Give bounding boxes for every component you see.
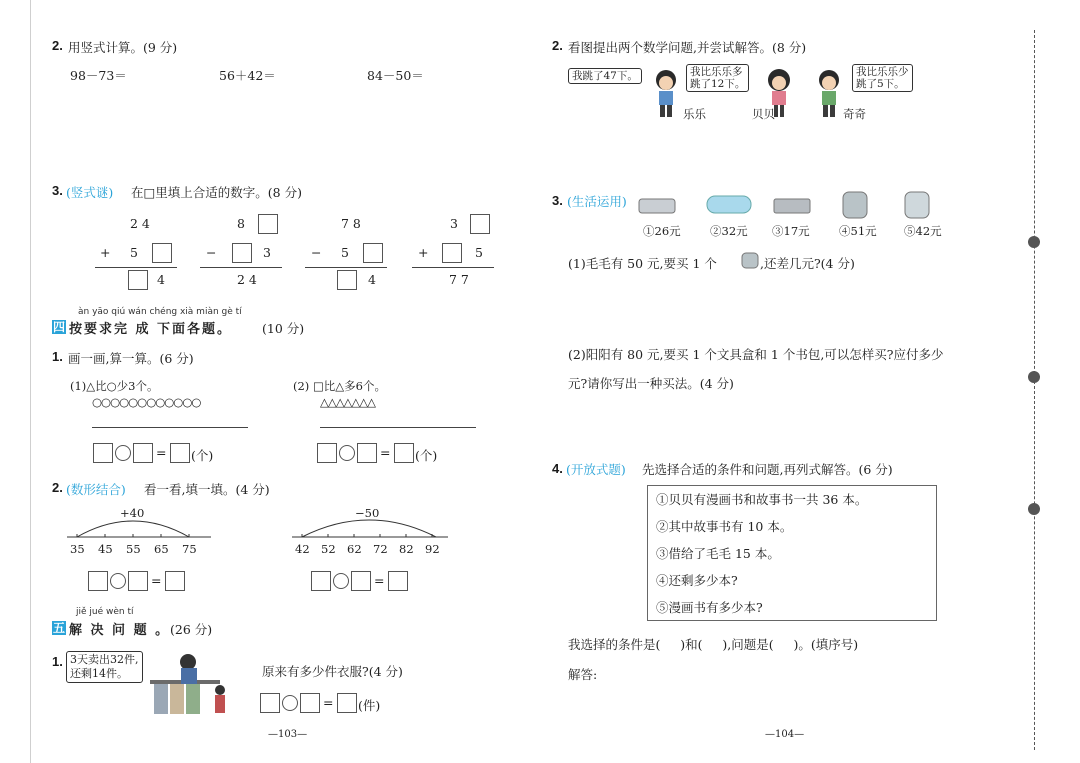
leg [823,105,828,117]
vendor-illustration [148,650,233,722]
blank-box[interactable] [394,443,414,463]
binding-dot [1028,236,1040,248]
operator-circle[interactable] [282,695,298,711]
puzzle-3-mid: 5 [341,245,349,260]
blank-box[interactable] [470,214,490,234]
section-5-pinyin: jiě jué wèn tí [76,607,134,617]
operator-circle[interactable] [339,445,355,461]
blank-box[interactable] [317,443,337,463]
q5-1-number: 1. [52,654,63,669]
section-4-pinyin: àn yāo qiú wán chéng xià miàn gè tí [78,307,242,317]
tick-label: 45 [98,542,113,556]
option-2: ②其中故事书有 10 本。 [656,519,793,534]
section-4-score: (10 分) [262,321,305,336]
blank-box[interactable] [388,571,408,591]
section-5-title: 解 决 问 题 。 [69,623,171,638]
r-q2-title: 看图提出两个数学问题,并尝试解答。(8 分) [568,40,807,55]
equals-sign: = [323,695,334,710]
child-head [215,685,225,695]
page-edge-line [30,0,31,763]
puzzle-2-mid: 3 [263,245,271,260]
binding-dashed-line [1034,30,1035,750]
option-4: ④还剩多少本? [656,573,738,588]
blank-box[interactable] [311,571,331,591]
unit-label: (件) [358,698,381,713]
face [772,76,786,90]
r-q2-number: 2. [552,38,563,53]
sub-question-1: (1)毛毛有 50 元,要买 1 个 [568,256,717,271]
equals-sign: = [156,445,167,460]
blank-box[interactable] [128,571,148,591]
puzzle-1-top: 2 4 [130,216,150,231]
backpack-body [843,192,867,218]
operator-circle[interactable] [115,445,131,461]
puzzle-4-mid: 5 [475,245,483,260]
section-4-icon: 四 [52,320,65,334]
q2-number: 2. [52,38,63,53]
vendor-body [181,668,197,684]
r-q4-number: 4. [552,461,563,476]
blank-box[interactable] [88,571,108,591]
backpack-icon [840,188,870,220]
circles-row: ○○○○○○○○○○○○ [92,395,201,409]
triangles-row: △△△△△△△ [320,395,375,409]
equals-sign: = [374,573,385,588]
puzzle-2-op: − [206,245,217,260]
sub-question-2-line-1: (2)阳阳有 80 元,要买 1 个文具盒和 1 个书包,可以怎样买?应付多少 [568,347,944,362]
hanging-shirt [186,684,200,714]
page-number: —103— [268,729,308,740]
pencil-case-icon [637,195,677,217]
choice-statement[interactable]: 我选择的条件是( )和( ),问题是( )。(填序号) [568,637,859,652]
divider-line [95,267,177,268]
blank-box[interactable] [165,571,185,591]
blank-box[interactable] [337,270,357,290]
blank-box[interactable] [258,214,278,234]
name-lele: 乐乐 [683,107,706,121]
bubble-line-2: 还剩14件。 [70,667,128,680]
dress [772,91,786,105]
q4-1-a-label: (1)△比○少3个。 [70,379,159,393]
equals-sign: = [151,573,162,588]
speech-bubble [66,651,143,683]
child-lele-illustration [650,68,684,120]
leg [780,105,784,117]
r-q3-tag: (生活运用) [567,194,627,209]
shirt [659,91,673,105]
q4-2-title: 看一看,填一填。(4 分) [144,482,270,497]
shirt [822,91,836,105]
divider-line [200,267,282,268]
q5-1-question: 原来有多少件衣服?(4 分) [262,664,403,679]
answer-label: 解答: [568,667,598,682]
jump-label-b: −50 [355,506,380,520]
price-label: ③17元 [772,224,810,238]
backpack-body [905,192,929,218]
section-5-icon: 五 [52,621,65,635]
blank-box[interactable] [357,443,377,463]
puzzle-3-result: 4 [368,272,376,287]
blank-box[interactable] [260,693,280,713]
blank-box[interactable] [93,443,113,463]
speech-bubble-qiqi [852,64,913,92]
tick-label: 55 [126,542,141,556]
tick-label: 65 [154,542,169,556]
blank-box[interactable] [170,443,190,463]
divider-line [412,267,494,268]
speech-bubble-beibei [686,64,749,92]
name-beibei: 贝贝 [752,107,775,121]
puzzle-4-top: 3 [450,216,458,231]
stationery-box-icon [772,195,812,217]
tick-label: 52 [321,542,336,556]
bubble-line-2: 跳了12下。 [690,78,746,90]
blank-box[interactable] [442,243,462,263]
puzzle-4-result: 7 7 [449,272,469,287]
backpack-icon [902,188,932,220]
leg [667,105,672,117]
bubble-line-1: 3天卖出32件, [70,653,139,666]
unit-label: (个) [191,448,214,463]
blank-box[interactable] [337,693,357,713]
tick-label: 75 [182,542,197,556]
blank-box[interactable] [351,571,371,591]
price-label: ②32元 [710,224,748,238]
tick-label: 82 [399,542,414,556]
pencil-box-icon [705,193,753,217]
face [659,76,673,90]
child-body [215,695,225,713]
puzzle-1-mid: 5 [130,245,138,260]
hanging-shirt [170,684,184,714]
price-label: ①26元 [643,224,681,238]
q4-2-number: 2. [52,480,63,495]
blank-box[interactable] [300,693,320,713]
price-label: ④51元 [839,224,877,238]
face [822,76,836,90]
vendor-head [180,654,196,670]
q3-title: 在□里填上合适的数字。(8 分) [131,185,302,200]
puzzle-1-op: + [100,245,111,260]
bubble-line-1: 我比乐乐少 [856,66,909,78]
tick-label: 72 [373,542,388,556]
section-4-title: 按要求完 成 下面各题。 [69,322,233,337]
speech-bubble-lele: 我跳了47下。 [568,68,642,84]
r-q3-number: 3. [552,193,563,208]
q4-1-title: 画一画,算一算。(6 分) [68,351,194,366]
drawing-line[interactable] [92,427,248,428]
hanging-shirt [154,684,168,714]
backpack-icon [740,250,760,270]
operator-circle[interactable] [110,573,126,589]
unit-label: (个) [415,448,438,463]
option-3: ③借给了毛毛 15 本。 [656,546,780,561]
leg [660,105,665,117]
child-qiqi-illustration [813,68,847,120]
page-number: —104— [765,729,805,740]
section-5-score: (26 分) [170,622,213,637]
q2-expr-3: 84－50＝ [367,68,424,83]
option-1: ①贝贝有漫画书和故事书一共 36 本。 [656,492,868,507]
options-box [647,485,937,621]
q4-1-number: 1. [52,349,63,364]
blank-box[interactable] [232,243,252,263]
drawing-line[interactable] [320,427,476,428]
binding-dot [1028,503,1040,515]
puzzle-3-top: 7 8 [341,216,361,231]
sub-question-1-tail: ,还差几元?(4 分) [760,256,855,271]
equals-sign: = [380,445,391,460]
q3-number: 3. [52,183,63,198]
option-5: ⑤漫画书有多少本? [656,600,763,615]
puzzle-2-top: 8 [237,216,245,231]
q4-2-tag: (数形结合) [66,482,126,497]
r-q4-title: 先选择合适的条件和问题,再列式解答。(6 分) [642,462,893,477]
q2-title: 用竖式计算。(9 分) [68,40,178,55]
bubble-line-2: 跳了5下。 [856,78,905,90]
stationery-box-body [774,199,810,213]
q2-expr-1: 98－73＝ [70,68,127,83]
q4-1-b-label: (2) □比△多6个。 [293,379,386,393]
pencil-case-body [639,199,675,213]
r-q4-tag: (开放式题) [566,462,626,477]
jump-label-a: +40 [120,506,145,520]
tick-label: 62 [347,542,362,556]
binding-dot [1028,371,1040,383]
name-qiqi: 奇奇 [843,107,866,121]
tick-label: 35 [70,542,85,556]
operator-circle[interactable] [333,573,349,589]
tick-label: 42 [295,542,310,556]
puzzle-2-result: 2 4 [237,272,257,287]
blank-box[interactable] [133,443,153,463]
price-label: ⑤42元 [904,224,942,238]
bubble-line-1: 我比乐乐多 [690,66,743,78]
blank-box[interactable] [152,243,172,263]
blank-box[interactable] [363,243,383,263]
q3-tag: (竖式谜) [66,185,114,200]
backpack-body [742,253,758,268]
puzzle-4-op: + [418,245,429,260]
blank-box[interactable] [128,270,148,290]
leg [830,105,835,117]
tick-label: 92 [425,542,440,556]
puzzle-1-result: 4 [157,272,165,287]
puzzle-3-op: − [311,245,322,260]
pencil-box-body [707,196,751,213]
divider-line [305,267,387,268]
sub-question-2-line-2: 元?请你写出一种买法。(4 分) [568,376,734,391]
jump-arc [302,520,436,537]
q2-expr-2: 56＋42＝ [219,68,276,83]
